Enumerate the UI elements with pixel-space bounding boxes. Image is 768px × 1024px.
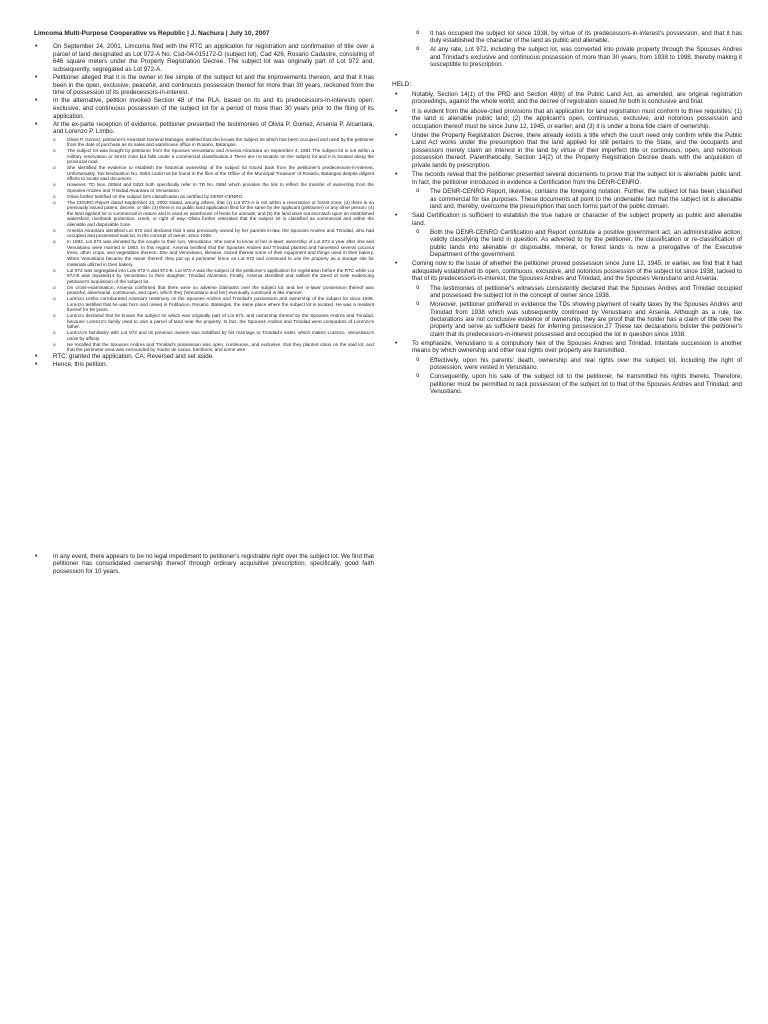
case-header: Limcoma Multi-Purpose Cooperative vs Republic | J. Nachura | July 10, 2007 bbox=[34, 30, 270, 37]
sub-bullet-item: o The CENRO Report dated September 23, 2002 stated, among others, that (1) Lot 972-A is not within a reservation or forest zone; (2) there is no previously issued patent, decree, or title; (3) there is no public land application filed for the same by the applicant (petitioner) or any other person; (4) the land applied for is commercial in nature and is used as warehouse of feeds for animals; and (5) the land does not encroach upon an established watershed, riverbank protection, creek, or right of way. Olivia further reiterated that the subject lot is classified as commercial and within the alienable and disposable zone. bbox=[34, 200, 374, 228]
sub-bullet-item: o Lorenzo Limbo corroborated Arsenia's testimony on the Spouses Andres and Trinidad's possession and ownership of the subject lot since 1938. Lorenzo testified that he was born and raised in Poblacion, Rosario, Batangas, the same place where the subject lot is located. He was a resident thereof for 59 years. bbox=[34, 296, 374, 313]
blank-space bbox=[34, 370, 374, 553]
left-column bbox=[34, 30, 374, 576]
facts-list bbox=[34, 43, 374, 369]
sub-bullet-item: o On cross-examination, Arsenia confirmed that there were no adverse claimants over the subject lot, and her in-laws' possession thereof was peaceful, adversarial, continuous, and open, which they (Venustiano and her) eventually continued in like manner. bbox=[34, 285, 374, 296]
bullet-item: • The records reveal that the petitioner presented several documents to prove that the subject lot is alienable public land. In fact, the petitioner introduced in evidence a Certification from the DENR-CENRO. bbox=[392, 171, 742, 186]
right-column bbox=[392, 30, 742, 397]
sub-bullet-item: o Both the DENR-CENRO Certification and Report constitute a positive government act, an administrative action, validly classifying the land in question. As adverted to by the petitioner, the classification or re-classification of public lands into alienable or disposable, mineral, or forest lands is now a prerogative of the Executive Department of the government. bbox=[392, 229, 742, 259]
ruling-list bbox=[392, 91, 742, 396]
sub-bullet-item: o Olivia P. Gomez, petitioner's Assistant General Manager, testified that she knows the subject lot which has been occupied and used by the petitioner from the date of purchase as its sales and warehouse office in Rosario, Batangas. bbox=[34, 137, 374, 148]
sub-bullet-item: o He recalled that the Spouses Andres and Trinidad's possession was open, continuous, and exclusive, that they planted citrus on the said lot, and that the perimeter area was surrounded by madre de cacao, bamboos, and some wire bbox=[34, 342, 374, 353]
sub-bullet-item: o In 1982, Lot 972 was donated by the couple to their son, Venustiano. She came to know of her in-laws' ownership of Lot 972 a year after she and Venustiano were married in 1953. In this regard, Arsenia testified that the Spouses Andres and Trinidad planted and harvested several coconut trees, other crops, and vegetables thereon. She and Venustiano, likewise, stored thereat some of their equipment and things used in their bakery. When Venustiano became the owner thereof, they put up a perimeter fence on Lot 972 and continued to use the property as a storage site for materials utilized in their bakery. bbox=[34, 239, 374, 267]
bullet-item: • It is evident from the above-cited provisions that an application for land registration must conform to three requisites: (1) the land is alienable public land; (2) the applicant's open, continuous, exclusive, and notorious possession and occupation thereof must be since June 12, 1945, or earlier; and (3) it is under a bona fide claim of ownership. bbox=[392, 108, 742, 130]
sub-bullet-item: o Effectively, upon his parents' death, ownership and real rights over the subject lot, including the right of possession, were vested in Venustiano. bbox=[392, 357, 742, 372]
sub-bullet-item: o The subject lot was bought by petitioner from the Spouses Venustiano and Arsenia Alcantara on September 4, 1991 The subject lot is not within a military reservation or forest zone but falls under a commercial classification.4 There are no tenants on the subject lot and it is located along the provincial road. bbox=[34, 148, 374, 165]
sub-bullet-item: o The DENR-CENRO Report, likewise, contains the foregoing notation. Further, the subject lot has been classified as commercial for tax purposes. These documents all point to the undeniable fact that the subject lot is alienable land and, thereby, overcome the presumption that such forms part of the public domain. bbox=[392, 188, 742, 210]
bottom-bullet-item: • In any event, there appears to be no legal impediment to petitioner's registrable right over the subject lot. We find that petitioner has consolidated ownership thereof through ordinary acquisitive prescription, specifically, good faith possession for 10 years. bbox=[34, 553, 374, 576]
bullet-item: • Notably, Section 14(1) of the PRD and Section 48(b) of the Public Land Act, as amended, are original registration proceedings, against the whole world, and the decree of registration issued for both is conclusive and final. bbox=[392, 91, 742, 106]
bullet-item: • RTC: granted the application. CA: Reversed and set aside. bbox=[34, 353, 374, 361]
bullet-item: • To emphasize, Venustiano is a compulsory heir of the Spouses Andres and Trinidad. Intestate succession is another means by which ownership and other real rights over property are transmitted. bbox=[392, 340, 742, 355]
issues-list bbox=[392, 30, 742, 69]
sub-bullet-item: o Lot 972 was segregated into Lots 972-A and 972-B. Lot 972-A was the subject of the petitioner's application for registration before the RTC while Lot 972-B was donated14 by Venustiano to their daughter, Trinidad Alcantara. Finally, Arsenia identified and ratified the Deed of Sale evidencing petitioner's acquisition of the subject lot. bbox=[34, 268, 374, 285]
sub-bullet-item: o Moreover, petitioner proffered in evidence the TDs showing payment of realty taxes by the Spouses Andres and Trinidad from 1938 which was subsequently continued by Venustiano and Arsenia. Although as a rule, tax declarations are not conclusive evidence of ownership, they are proof that the holder has a claim of title over the property and serve as sufficient basis for inferring possession.27 These tax declarations bolster the petitioner's claim that its predecessors-in-interest possessed and occupied the lot in question since 1938. bbox=[392, 301, 742, 338]
sub-bullet-item: o Lorenzo's familiarity with Lot 972 and its previous owners was solidified by his marriage to Trinidad's sister, which makes Lorenzo, Venustiano's uncle by affinity. bbox=[34, 330, 374, 341]
bullet-item: • In the alternative, petition invoked Section 48 of the PLA, based on its and its predecessors-in-interests open, exclusive, and continuous possession of the subject lot for a period of more than 30 years prior to the filing of its application. bbox=[34, 97, 374, 120]
bottom-list bbox=[34, 553, 374, 576]
bullet-item: • On September 24, 2001, Limcoma filed with the RTC an application for registration and confirmation of title over a parcel of land designated as Lot 972-A No. Csd-04-015172-D (subject lot), Cad 426, Rosario Cadastre, consisting of 646 square meters under the Property Registration Decree. The subject lot was originally part of Lot 972 and, subsequently, segregated as Lot 972-A. bbox=[34, 43, 374, 73]
sub-bullet-item: o However, TD Nos. 00584 and 0452 both specifically refer to TD No. 0884 which provides the link to reflect the transfer of ownership from the Spouses Andres and Trinidad Alcantara to Venustiano. bbox=[34, 182, 374, 193]
sub-bullet-item: o Olivia further testified on the subject lot's classification as certified by DENR-CENRO. bbox=[34, 194, 374, 200]
sub-bullet-item: o The testimonies of petitioner's witnesses consistently declared that the Spouses Andres and Trinidad occupied and possessed the subject lot in the concept of owner since 1938. bbox=[392, 285, 742, 300]
bullet-item: • Under the Property Registration Decree, there already exists a title which the court need only confirm while the Public Land Act works under the presumption that the land applied for still pertains to the State, and the occupants and possessors merely claim an interest in the land by virtue of their imperfect title or continuous, open, and notorious possession thereof. Parenthetically, Section 14(2) of the Property Registration Decree deals with the acquisition of private lands by prescription. bbox=[392, 132, 742, 169]
bullet-item: • Petitioner alleged that it is the owner in fee simple of the subject lot and the improvements thereon, and that it has been in the open, exclusive, peaceful, and continuous possession thereof for more than 30 years, reckoned from the time of possession of its predecessors-in-interest. bbox=[34, 74, 374, 97]
sub-bullet-item: o It has occupied the subject lot since 1938, by virtue of its predecessors-in-interest's possession, and that it has duly established the character of the land as public and alienable. bbox=[392, 30, 742, 45]
bullet-item: • Said Certification is sufficient to establish the true nature or character of the subject property as public and alienable land. bbox=[392, 212, 742, 227]
sub-bullet-item: o She identified the evidence to establish the historical ownership of the subject lot traced back from the petitioner's predecessors-in-interest. Unfortunately, Tax Declaration No. 0884 could not be found in the files of the Office of the Municipal Treasurer of Rosario, Batangas despite diligent efforts to locate said document. bbox=[34, 165, 374, 182]
sub-bullet-item: o Lorenzo declared that he knows the subject lot which was originally part of Lot 972, and ownership thereof by the Spouses Andres and Trinidad, because Lorenzo's family used to own a parcel of land near the property. In fact, the Spouses Andres and Trinidad were compadres of Lorenzo's father. bbox=[34, 313, 374, 330]
sub-bullet-item: o Arsenia Alcantara identified Lot 972 and declared that it was previously owned by her parents-in-law, the Spouses Andres and Trinidad, who had occupied and possessed said lot, in the concept of owner, since 1938. bbox=[34, 228, 374, 239]
sub-bullet-item: o At any rate, Lot 972, including the subject lot, was converted into private property through the Spouses Andres and Trinidad's exclusive and continuous possession of more than 30 years, from 1938 to 1998, thereby making it susceptible to prescription. bbox=[392, 46, 742, 68]
held-heading: HELD: bbox=[392, 80, 412, 88]
sub-bullet-item: o Consequently, upon his sale of the subject lot to the petitioner, he transmitted his rights thereto. Therefore, petitioner must be permitted to tack possession of the subject lot to that of the Spouses Andres and Trinidad, and Venustiano. bbox=[392, 373, 742, 395]
bullet-item: • Coming now to the issue of whether the petitioner proved possession since June 12, 1945, or earlier, we find that it had adequately established its open, continuous, exclusive, and notorious possession of the subject lot since 1938, tacked to that of its predecessors-in-interest, the Spouses Andres and Trinidad, and the Spouses Venustiano and Arsenia. bbox=[392, 260, 742, 282]
bullet-item: • Hence, this petition. bbox=[34, 361, 374, 369]
bullet-item: • At the ex-parte reception of evidence, petitioner presented the testimonies of Olivia P. Gomez, Arsenia P. Alcantara, and Lorenzo P. Limbo. bbox=[34, 121, 374, 136]
